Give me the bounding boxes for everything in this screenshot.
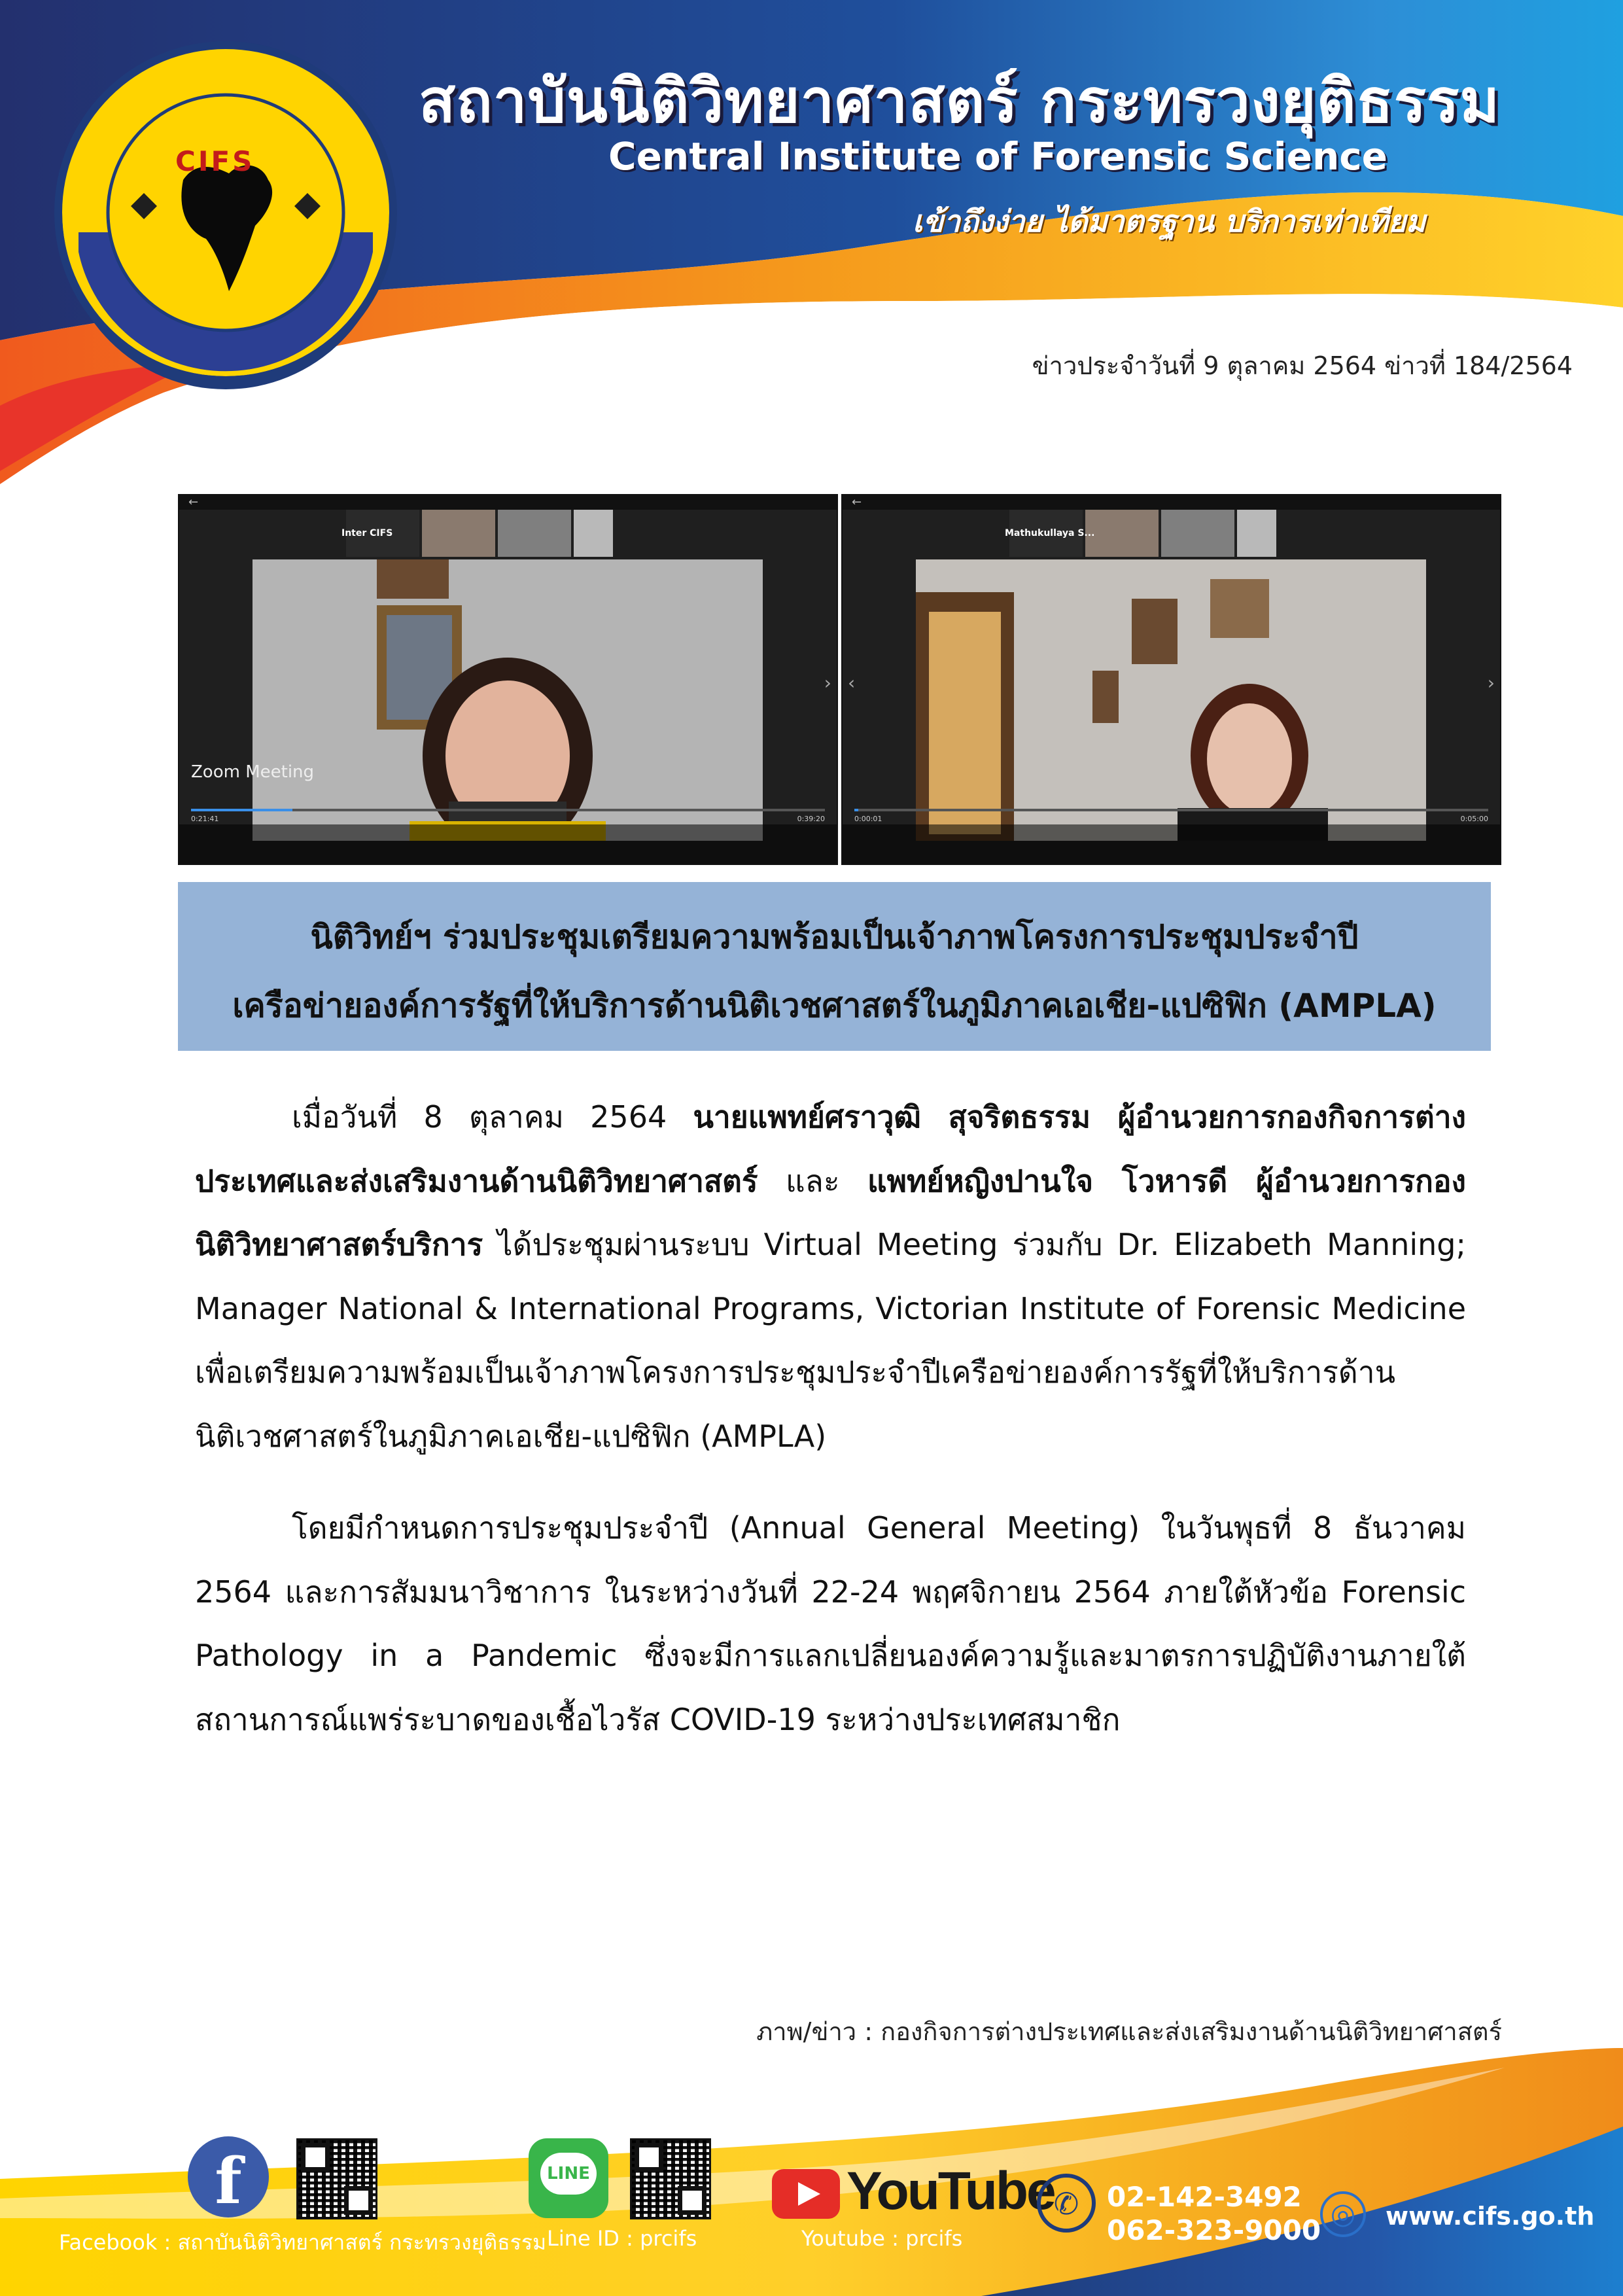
elapsed-time: 0:21:41 <box>191 815 219 823</box>
total-time: 0:39:20 <box>797 815 825 823</box>
panel-name: Inter CIFS <box>341 528 393 539</box>
meeting-photo-left <box>178 494 838 865</box>
p1-and: และ <box>758 1163 867 1199</box>
body-paragraph-1 <box>195 1086 1466 1468</box>
youtube-wordmark: YouTube <box>846 2161 1055 2221</box>
p1-date: เมื่อวันที่ 8 ตุลาคม 2564 <box>292 1099 693 1135</box>
globe-icon: ◎ <box>1320 2191 1366 2237</box>
line-icon[interactable] <box>529 2138 608 2218</box>
p1-person-1: นายแพทย์ศราวุฒิ สุจริตธรรม ผู้อำนวยการกองกิจการต่างประเทศและส่งเสริมงานด้านนิติวิทยาศาสตร์ <box>195 1099 1467 1199</box>
next-arrow-icon[interactable]: › <box>1487 672 1495 694</box>
facebook-icon[interactable]: f <box>188 2136 269 2217</box>
p1-person-2: แพทย์หญิงปานใจ โวหารดี ผู้อำนวยการกองนิติวิทยาศาสตร์บริการ <box>195 1163 1466 1262</box>
player-controls[interactable] <box>179 824 837 864</box>
slogan: เข้าถึงง่าย ได้มาตรฐาน บริการเท่าเทียม <box>913 203 1426 239</box>
webcam-frame <box>916 559 1426 841</box>
p2-text: โดยมีกำหนดการประชุมประจำปี (Annual General Meeting) ในวันพุธที่ 8 ธันวาคม 2564 และการสัมมนาวิชาการ ในระหว่างวันที่ 22-24 พฤศจิกายน 2564 ภายใต้หัวข้อ Forensic Pathology in a Pandemic ซึ่งจะมีการแลกเปลี่ยนองค์ความรู้และมาตรการปฏิบัติงานภายใต้สถานการณ์แพร่ระบาดของเชื้อไวรัส COVID-19 ระหว่างประเทศสมาชิก <box>195 1510 1466 1737</box>
p1-rest: ได้ประชุมผ่านระบบ Virtual Meeting ร่วมกับ Dr. Elizabeth Manning; Manager National & International Programs, Victorian Institute of Forensic Medicine เพื่อเตรียมความพร้อมเป็นเจ้าภาพโครงการประชุมประจำปีเครือข่ายองค์การรัฐที่ให้บริการด้านนิติเวชศาสตร์ในภูมิภาคเอเชีย-แปซิฟิก (AMPLA) <box>195 1227 1466 1454</box>
youtube-play-icon[interactable] <box>772 2169 840 2219</box>
facebook-label: Facebook : สถาบันนิติวิทยาศาสตร์ กระทรวงยุติธรรม <box>59 2230 547 2255</box>
news-number: ข่าวประจำวันที่ 9 ตุลาคม 2564 ข่าวที่ 184/2564 <box>1032 351 1573 380</box>
video-progress-bar[interactable] <box>854 809 1488 811</box>
photo-credit: ภาพ/ข่าว : กองกิจการต่างประเทศและส่งเสริมงานด้านนิติวิทยาศาสตร์ <box>756 2017 1502 2046</box>
player-controls[interactable] <box>843 824 1500 864</box>
institute-name-thai: สถาบันนิติวิทยาศาสตร์ กระทรวงยุติธรรม <box>419 66 1501 136</box>
panel-name: Mathukullaya S... <box>1005 528 1095 539</box>
next-arrow-icon[interactable]: › <box>824 672 831 694</box>
line-icon-text: LINE <box>540 2153 597 2195</box>
logo-abbr: CIFS <box>175 145 255 177</box>
zoom-meeting-label: Zoom Meeting <box>191 762 315 782</box>
youtube-label: Youtube : prcifs <box>801 2226 963 2251</box>
back-arrow-icon: ← <box>179 495 837 510</box>
facebook-qr-code <box>296 2138 377 2219</box>
headline-box <box>178 882 1491 1051</box>
website-link[interactable]: www.cifs.go.th <box>1386 2202 1595 2231</box>
headline-line-2: เครือข่ายองค์การรัฐที่ให้บริการด้านนิติเวชศาสตร์ในภูมิภาคเอเชีย-แปซิฟิก (AMPLA) <box>232 987 1437 1025</box>
previous-arrow-icon[interactable]: ‹ <box>848 672 856 694</box>
line-qr-code <box>630 2138 711 2219</box>
elapsed-time: 0:00:01 <box>854 815 882 823</box>
meeting-photo-right <box>841 494 1501 865</box>
total-time: 0:05:00 <box>1460 815 1488 823</box>
body-paragraph-2 <box>195 1496 1466 1752</box>
webcam-frame <box>253 559 763 841</box>
institute-name-en: Central Institute of Forensic Science <box>608 134 1387 179</box>
phone-number-1: 02-142-3492 <box>1107 2181 1302 2213</box>
back-arrow-icon: ← <box>843 495 1500 510</box>
phone-icon: ✆ <box>1037 2174 1096 2233</box>
video-progress-bar[interactable] <box>191 809 825 811</box>
headline-line-1: นิติวิทย์ฯ ร่วมประชุมเตรียมความพร้อมเป็นเจ้าภาพโครงการประชุมประจำปี <box>310 918 1359 956</box>
phone-number-2: 062-323-9000 <box>1107 2214 1321 2246</box>
line-label: Line ID : prcifs <box>547 2226 697 2251</box>
cifs-logo <box>52 36 399 389</box>
